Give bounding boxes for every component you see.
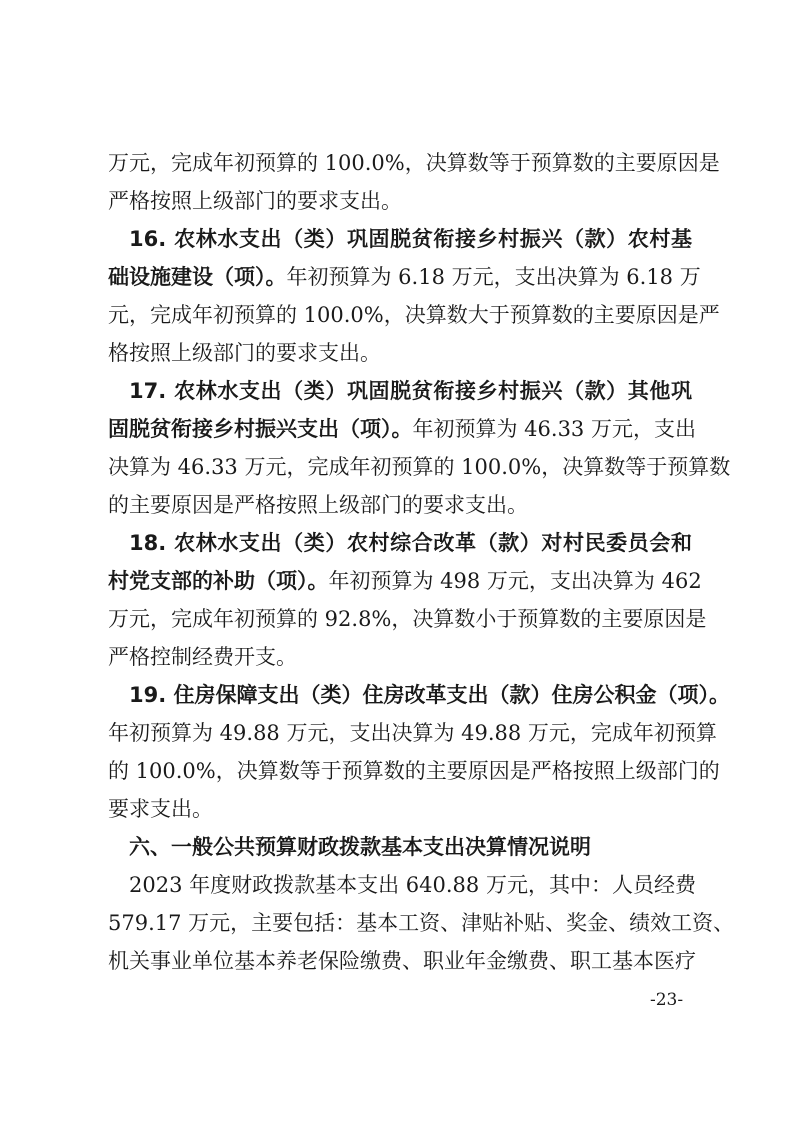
text-line xyxy=(108,258,701,296)
text-line xyxy=(108,676,731,714)
text-line xyxy=(108,372,692,410)
text-line xyxy=(108,524,692,562)
text: 决算为 46.33 万元，完成年初预算的 100.0%，决算数等于预算数 xyxy=(108,455,731,479)
text-line xyxy=(108,486,692,524)
bold-text: 六、一般公共预算财政拨款基本支出决算情况说明 xyxy=(129,835,591,859)
text-line xyxy=(108,220,692,258)
paragraph xyxy=(108,866,735,980)
text: 严格按照上级部门的要求支出。 xyxy=(108,189,402,213)
text-line xyxy=(108,334,692,372)
text: 年初预算为 498 万元，支出决算为 462 xyxy=(328,569,702,593)
text-line xyxy=(108,638,692,676)
text-line xyxy=(108,448,731,486)
text-line xyxy=(108,904,735,942)
paragraph xyxy=(108,524,707,676)
text: 2023 年度财政拨款基本支出 640.88 万元，其中：人员经费 xyxy=(129,873,696,897)
bold-text: 村党支部的补助（项）。 xyxy=(108,569,329,593)
text: 元，完成年初预算的 100.0%，决算数大于预算数的主要原因是严 xyxy=(108,303,720,327)
page-number: -23- xyxy=(650,990,684,1010)
text-line xyxy=(108,410,696,448)
text: 年初预算为 49.88 万元，支出决算为 49.88 万元，完成年初预算 xyxy=(108,721,717,745)
text-line xyxy=(108,942,696,980)
text-line xyxy=(108,144,720,182)
section-heading xyxy=(108,828,692,866)
text-line xyxy=(108,752,720,790)
paragraph xyxy=(108,372,731,524)
text: 万元，完成年初预算的 100.0%，决算数等于预算数的主要原因是 xyxy=(108,151,720,175)
paragraph xyxy=(108,220,720,372)
text: 要求支出。 xyxy=(108,797,213,821)
bold-text: 16. 农林水支出（类）巩固脱贫衔接乡村振兴（款）农村基 xyxy=(129,227,692,251)
document-body xyxy=(108,144,735,980)
text: 年初预算为 46.33 万元，支出 xyxy=(412,417,696,441)
paragraph xyxy=(108,144,720,220)
text: 年初预算为 6.18 万元，支出决算为 6.18 万 xyxy=(286,265,701,289)
text: 579.17 万元，主要包括：基本工资、津贴补贴、奖金、绩效工资、 xyxy=(108,911,735,935)
text-line xyxy=(108,182,692,220)
text: 格按照上级部门的要求支出。 xyxy=(108,341,381,365)
text-line xyxy=(108,828,692,866)
paragraph xyxy=(108,676,731,828)
text-line xyxy=(108,296,720,334)
bold-text: 固脱贫衔接乡村振兴支出（项）。 xyxy=(108,417,413,441)
bold-text: 19. 住房保障支出（类）住房改革支出（款）住房公积金（项）。 xyxy=(129,683,731,707)
text: 机关事业单位基本养老保险缴费、职业年金缴费、职工基本医疗 xyxy=(108,949,696,973)
text-line xyxy=(108,790,692,828)
bold-text: 17. 农林水支出（类）巩固脱贫衔接乡村振兴（款）其他巩 xyxy=(129,379,692,403)
text-line xyxy=(108,600,707,638)
bold-text: 础设施建设（项）。 xyxy=(108,265,287,289)
text: 的 100.0%，决算数等于预算数的主要原因是严格按照上级部门的 xyxy=(108,759,720,783)
text: 严格控制经费开支。 xyxy=(108,645,297,669)
text-line xyxy=(108,866,696,904)
text-line xyxy=(108,562,702,600)
text-line xyxy=(108,714,717,752)
text: 万元，完成年初预算的 92.8%，决算数小于预算数的主要原因是 xyxy=(108,607,707,631)
text: 的主要原因是严格按照上级部门的要求支出。 xyxy=(108,493,528,517)
bold-text: 18. 农林水支出（类）农村综合改革（款）对村民委员会和 xyxy=(129,531,692,555)
